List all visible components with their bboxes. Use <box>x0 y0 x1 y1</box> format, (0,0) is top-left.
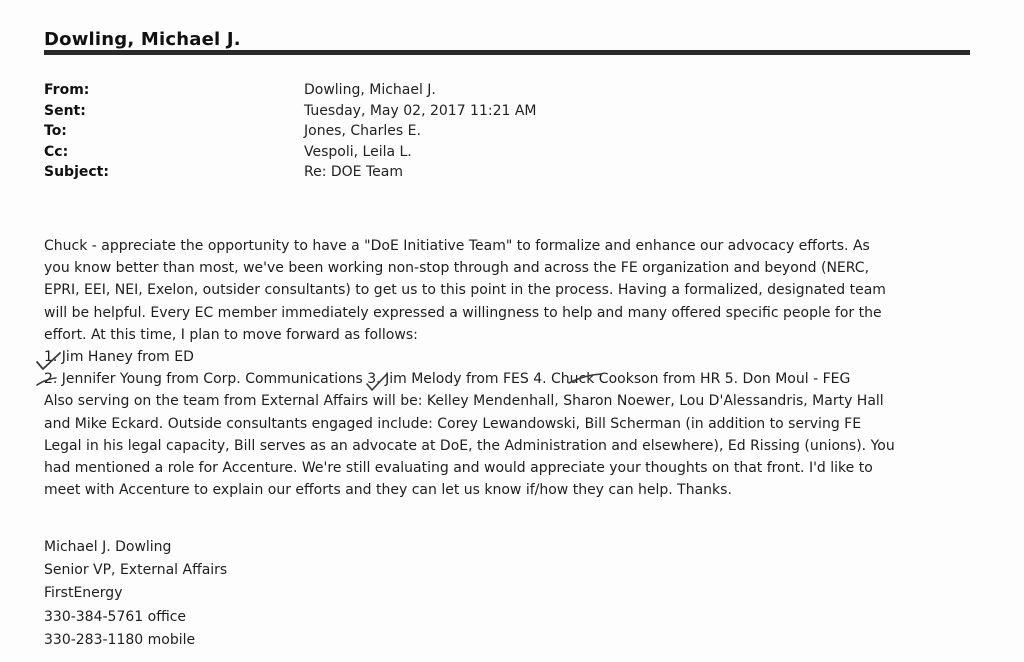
email-body <box>44 235 974 501</box>
header-subject-value: Re: DOE Team <box>304 164 403 180</box>
header-to-value: Jones, Charles E. <box>304 123 421 139</box>
header-from <box>44 80 944 101</box>
body-line: and Mike Eckard. Outside consultants engaged include: Corey Lewandowski, Bill Scherman (in addition to serving FE <box>44 415 862 432</box>
header-sent-value: Tuesday, May 02, 2017 11:21 AM <box>304 102 537 119</box>
header-to-label: To: <box>44 123 67 139</box>
body-line: you know better than most, we've been working non-stop through and across the FE organization and beyond (NERC, <box>44 260 870 277</box>
body-line: will be helpful. Every EC member immediately expressed a willingness to help and many offered specific people for the <box>44 304 882 321</box>
header-from-value: Dowling, Michael J. <box>304 82 436 98</box>
body-line: effort. At this time, I plan to move forward as follows: <box>44 326 418 343</box>
header-from-label: From: <box>44 82 90 98</box>
header-subject-label: Subject: <box>44 164 109 180</box>
header-subject <box>44 162 944 183</box>
body-line-list-items: 2. Jennifer Young from Corp. Communications 3. Jim Melody from FES 4. Chuck Cookson from HR 5. Don Moul - FEG <box>44 371 851 388</box>
signature-title: Senior VP, External Affairs <box>44 562 228 579</box>
body-line: meet with Accenture to explain our efforts and they can let us know if/how they can help. Thanks. <box>44 482 732 499</box>
header-sent-label: Sent: <box>44 102 86 119</box>
signature-mobile-phone: 330-283-1180 mobile <box>44 631 196 648</box>
title-divider <box>44 50 970 55</box>
body-line: Also serving on the team from External Affairs will be: Kelley Mendenhall, Sharon Noewer, Lou D'Alessandris, Marty Hall <box>44 393 884 410</box>
email-signature <box>44 536 227 652</box>
body-line-list-item-1: 1. Jim Haney from ED <box>44 349 194 366</box>
body-line: had mentioned a role for Accenture. We're still evaluating and would appreciate your thoughts on that front. I'd like to <box>44 460 873 477</box>
header-cc-value: Vespoli, Leila L. <box>304 143 412 160</box>
header-cc <box>44 142 944 163</box>
header-cc-label: Cc: <box>44 143 69 160</box>
header-sent <box>44 101 944 122</box>
header-to <box>44 121 944 142</box>
sender-title: Dowling, Michael J. <box>44 29 241 50</box>
signature-office-phone: 330-384-5761 office <box>44 608 187 625</box>
signature-company: FirstEnergy <box>44 585 123 602</box>
body-line: EPRI, EEI, NEI, Exelon, outsider consultants) to get us to this point in the process. Having a formalized, designated team <box>44 282 886 299</box>
email-headers <box>44 80 944 183</box>
body-line: Chuck - appreciate the opportunity to have a "DoE Initiative Team" to formalize and enhance our advocacy efforts. As <box>44 238 870 254</box>
body-line: Legal in his legal capacity, Bill serves as an advocate at DoE, the Administration and elsewhere), Ed Rissing (unions). You <box>44 437 895 454</box>
signature-name: Michael J. Dowling <box>44 539 172 555</box>
